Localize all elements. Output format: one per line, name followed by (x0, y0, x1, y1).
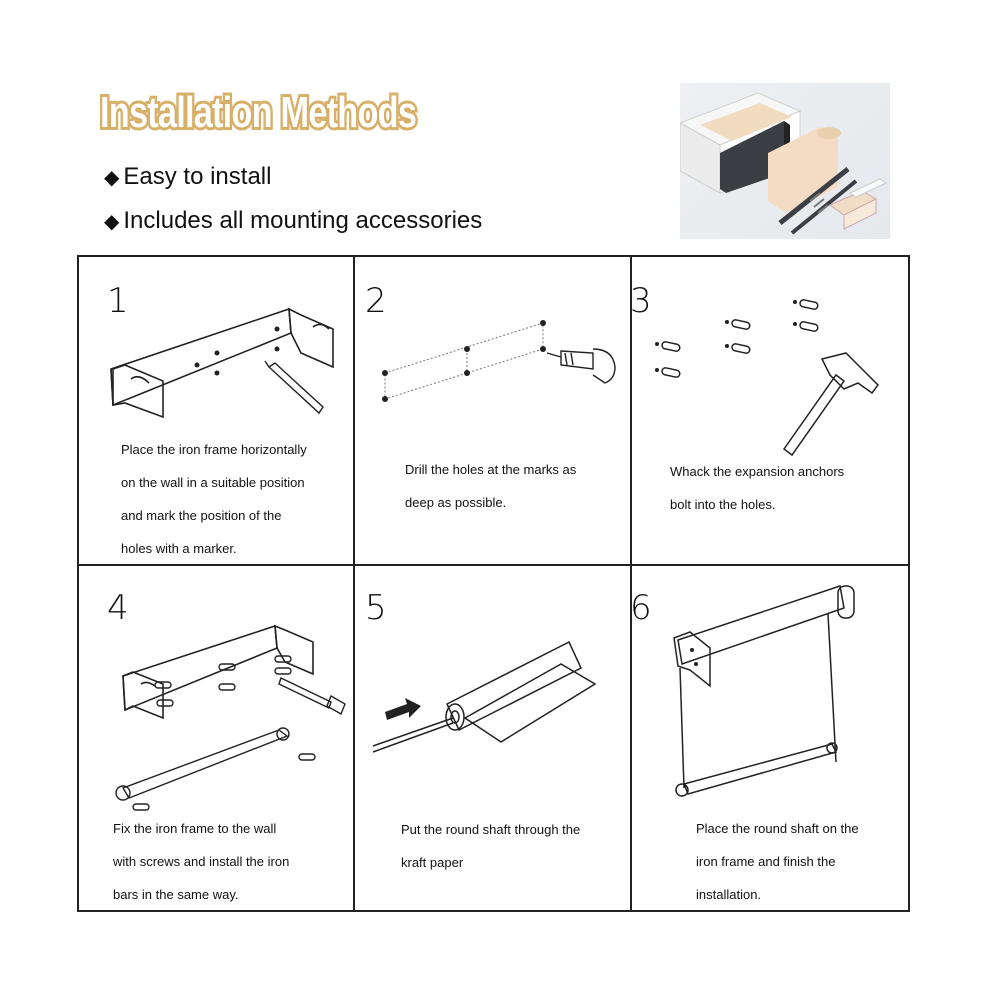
frame-screws-bar-illustration (79, 566, 357, 816)
step-caption-line: and mark the position of the (121, 508, 282, 523)
step-caption-line: holes with a marker. (121, 541, 237, 556)
step-panel-2 (353, 255, 632, 566)
diamond-bullet-icon: ◆ (104, 166, 120, 189)
page-title: Installation Methods (100, 88, 417, 137)
step-number: 4 (107, 588, 129, 628)
step-caption-line: bars in the same way. (113, 887, 239, 902)
step-caption-line: Place the iron frame horizontally (121, 442, 307, 457)
step-caption (405, 453, 576, 519)
drill-holes-illustration (355, 257, 634, 427)
step-panel-3 (630, 255, 910, 566)
feature-bullet-text: Easy to install (123, 163, 272, 190)
feature-bullet-accessories (104, 207, 482, 235)
feature-bullet-easy (104, 163, 271, 191)
step-number: 1 (107, 281, 129, 321)
shaft-through-paper-illustration (355, 566, 634, 766)
step-caption-line: Place the round shaft on the (696, 821, 859, 836)
step-caption (670, 455, 844, 521)
step-number: 3 (630, 281, 652, 321)
feature-bullet-text: Includes all mounting accessories (123, 207, 483, 234)
step-number: 6 (630, 588, 652, 628)
step-caption (121, 433, 307, 565)
step-number: 5 (365, 588, 387, 628)
step-caption-line: kraft paper (401, 855, 464, 870)
step-panel-4 (77, 564, 355, 912)
diamond-bullet-icon: ◆ (104, 210, 120, 233)
step-panel-5 (353, 564, 632, 912)
anchors-hammer-illustration (632, 257, 912, 457)
step-number: 2 (365, 281, 387, 321)
step-caption (113, 812, 289, 911)
step-panel-1 (77, 255, 355, 566)
step-caption (696, 812, 859, 911)
step-caption-line: iron frame and finish the (696, 854, 836, 869)
product-photo-drawing (680, 83, 890, 239)
step-caption-line: deep as possible. (405, 495, 507, 510)
step-caption-line: Put the round shaft through the (401, 822, 581, 837)
step-caption-line: on the wall in a suitable position (121, 475, 305, 490)
step-caption-line: with screws and install the iron (113, 854, 290, 869)
step-panel-6 (630, 564, 910, 912)
iron-frame-marker-illustration (79, 257, 357, 437)
step-caption-line: bolt into the holes. (670, 497, 776, 512)
installation-steps-grid (77, 255, 910, 912)
step-caption-line: Fix the iron frame to the wall (113, 821, 277, 836)
step-caption-line: Drill the holes at the marks as (405, 462, 577, 477)
step-caption (401, 813, 580, 879)
product-photo (680, 83, 890, 239)
step-caption-line: installation. (696, 887, 762, 902)
step-caption-line: Whack the expansion anchors (670, 464, 845, 479)
finished-installation-illustration (632, 566, 912, 806)
